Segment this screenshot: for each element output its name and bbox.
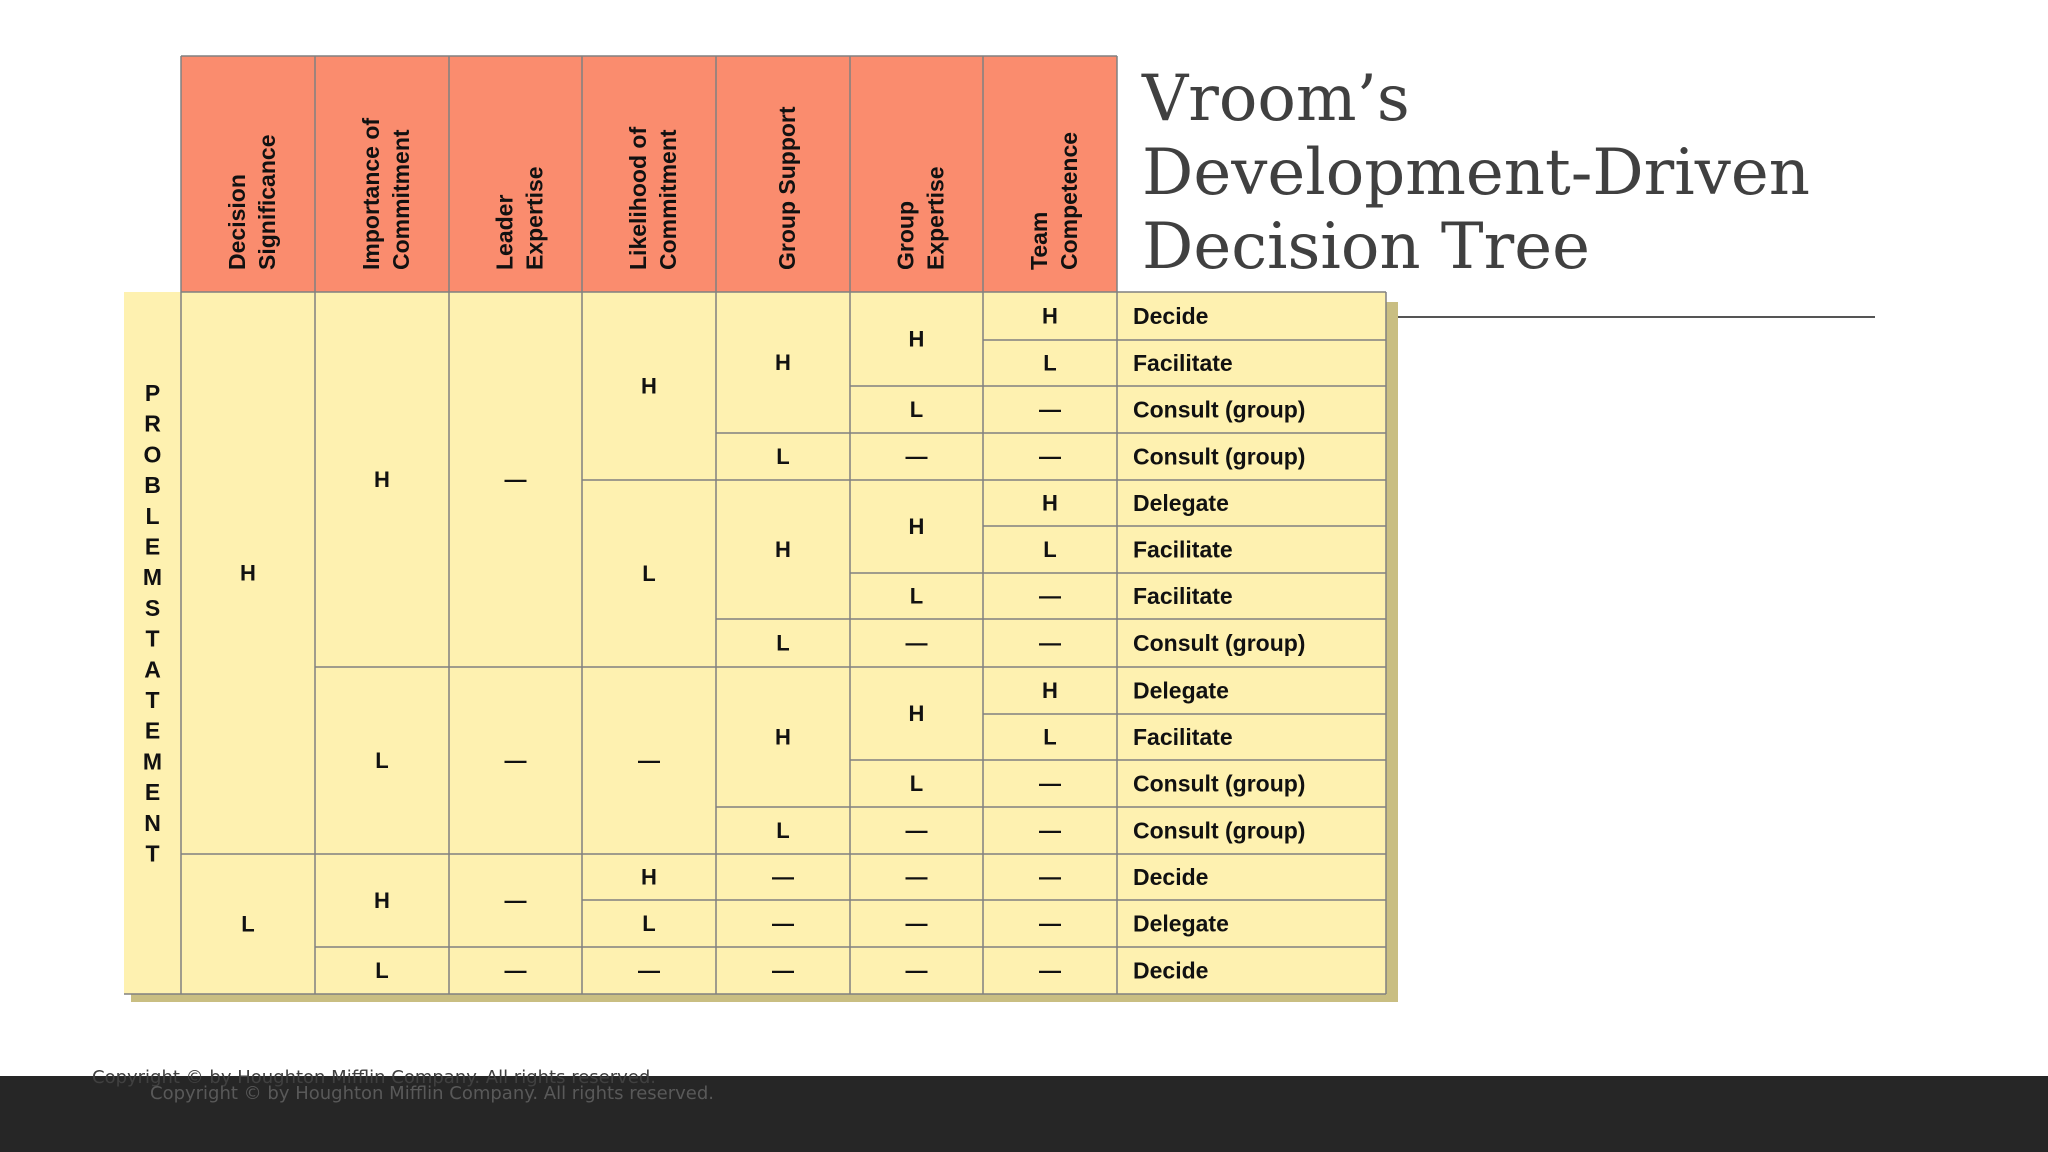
criterion-value: — — [1039, 444, 1061, 469]
outcome-consult-group: Consult (group) — [1133, 396, 1306, 423]
column-header-6-line-2: Expertise — [922, 166, 949, 270]
criterion-value: H — [1042, 678, 1058, 703]
outcome-facilitate: Facilitate — [1133, 536, 1233, 563]
criterion-value: H — [908, 514, 925, 539]
column-header-7-line-1: Team — [1026, 211, 1052, 270]
criterion-value: H — [374, 888, 390, 913]
criterion-value: — — [1039, 397, 1061, 422]
criterion-value: H — [641, 864, 657, 890]
criterion-value: H — [641, 373, 657, 399]
criterion-value: H — [908, 701, 925, 726]
problem-statement-letter: R — [144, 410, 161, 437]
problem-statement-letter: E — [144, 717, 161, 744]
criterion-value: H — [240, 560, 256, 586]
problem-statement-letter: E — [144, 533, 161, 560]
column-header-3-line-2: Expertise — [521, 166, 548, 270]
criterion-value: H — [1042, 303, 1058, 329]
criterion-value: H — [908, 326, 925, 352]
criterion-value: L — [1043, 537, 1057, 562]
problem-statement-letter: M — [142, 564, 163, 591]
outcome-decide: Decide — [1133, 303, 1209, 329]
column-header-4-line-2: Commitment — [655, 129, 681, 270]
title-line-3: Decision Tree — [1142, 210, 1590, 284]
outcome-consult-group: Consult (group) — [1133, 770, 1306, 797]
outcome-facilitate: Facilitate — [1133, 350, 1233, 376]
column-header-1-line-2: Significance — [254, 134, 280, 270]
criterion-value: — — [1039, 771, 1061, 796]
criterion-value: — — [905, 864, 928, 890]
outcome-delegate: Delegate — [1133, 677, 1229, 704]
copyright-notice: Copyright © by Houghton Mifflin Company. All rights reserved. — [92, 1067, 656, 1088]
criterion-value: — — [504, 467, 527, 492]
criterion-value: — — [1039, 864, 1061, 890]
criterion-value: — — [638, 748, 660, 773]
criterion-value: L — [776, 630, 790, 656]
criterion-value: — — [905, 444, 928, 469]
column-header-3-line-1: Leader — [491, 194, 518, 270]
criterion-value: L — [241, 911, 255, 937]
criterion-value: — — [1039, 958, 1061, 983]
problem-statement-letter: T — [145, 625, 160, 652]
criterion-value: — — [905, 958, 928, 983]
criterion-value: — — [772, 958, 794, 983]
criterion-value: — — [1039, 583, 1061, 609]
criterion-value: L — [776, 818, 790, 843]
outcome-facilitate: Facilitate — [1133, 583, 1233, 609]
criterion-value: L — [375, 748, 389, 773]
title-line-1: Vroom’s — [1142, 62, 1410, 136]
criterion-value: L — [1043, 724, 1057, 750]
problem-statement-letter: L — [145, 502, 160, 529]
criterion-value: — — [905, 818, 928, 843]
criterion-value: — — [1039, 818, 1061, 843]
outcome-delegate: Delegate — [1133, 910, 1229, 937]
column-header-2-line-1: Importance of — [358, 117, 384, 270]
column-header-4-line-1: Likelihood of — [625, 126, 651, 270]
outcome-consult-group: Consult (group) — [1133, 817, 1306, 844]
criterion-value: — — [504, 958, 527, 983]
criterion-value: — — [772, 911, 794, 936]
outcome-consult-group: Consult (group) — [1133, 443, 1306, 470]
criterion-value: L — [909, 583, 924, 609]
criterion-value: H — [775, 724, 791, 750]
title-line-2: Development-Driven — [1142, 136, 1810, 210]
outcome-facilitate: Facilitate — [1133, 724, 1233, 750]
problem-statement-letter: N — [144, 809, 161, 836]
outcome-decide: Decide — [1133, 957, 1209, 984]
problem-statement-letter: O — [143, 441, 162, 468]
column-header-6-line-1: Group — [892, 201, 919, 270]
problem-statement-letter: T — [145, 687, 160, 713]
criterion-value: L — [642, 561, 656, 586]
criterion-value: — — [772, 864, 794, 890]
criterion-value: — — [905, 911, 928, 936]
criterion-value: H — [775, 537, 791, 562]
outcome-consult-group: Consult (group) — [1133, 630, 1306, 656]
criterion-value: — — [504, 888, 527, 913]
column-header-7-line-2: Competence — [1056, 131, 1082, 270]
criterion-value: L — [642, 911, 656, 936]
column-header-5-line-1: Group Support — [774, 106, 800, 270]
problem-statement-letter: A — [144, 656, 161, 683]
problem-statement-letter: B — [144, 472, 161, 499]
criterion-value: H — [775, 350, 791, 375]
criterion-value: — — [504, 748, 527, 773]
problem-statement-letter: T — [145, 840, 160, 867]
outcome-decide: Decide — [1133, 864, 1209, 890]
criterion-value: — — [1039, 630, 1061, 656]
criterion-value: L — [776, 444, 790, 469]
criterion-value: L — [909, 397, 924, 422]
criterion-value: H — [374, 467, 390, 492]
column-header-2-line-2: Commitment — [388, 129, 414, 270]
problem-statement-letter: E — [144, 779, 161, 806]
criterion-value: L — [1043, 350, 1057, 376]
criterion-value: L — [375, 958, 389, 983]
criterion-value: — — [1039, 911, 1061, 936]
criterion-value: L — [909, 771, 924, 796]
criterion-value: — — [905, 630, 928, 656]
column-header-1-line-1: Decision — [224, 174, 250, 270]
problem-statement-letter: P — [144, 380, 161, 406]
criterion-value: H — [1042, 490, 1058, 516]
copyright-notice-duplicate: Copyright © by Houghton Mifflin Company. All rights reserved. — [150, 1083, 714, 1104]
problem-statement-letter: S — [144, 594, 161, 621]
criterion-value: — — [638, 958, 660, 983]
problem-statement-letter: M — [142, 748, 163, 775]
outcome-delegate: Delegate — [1133, 490, 1229, 516]
